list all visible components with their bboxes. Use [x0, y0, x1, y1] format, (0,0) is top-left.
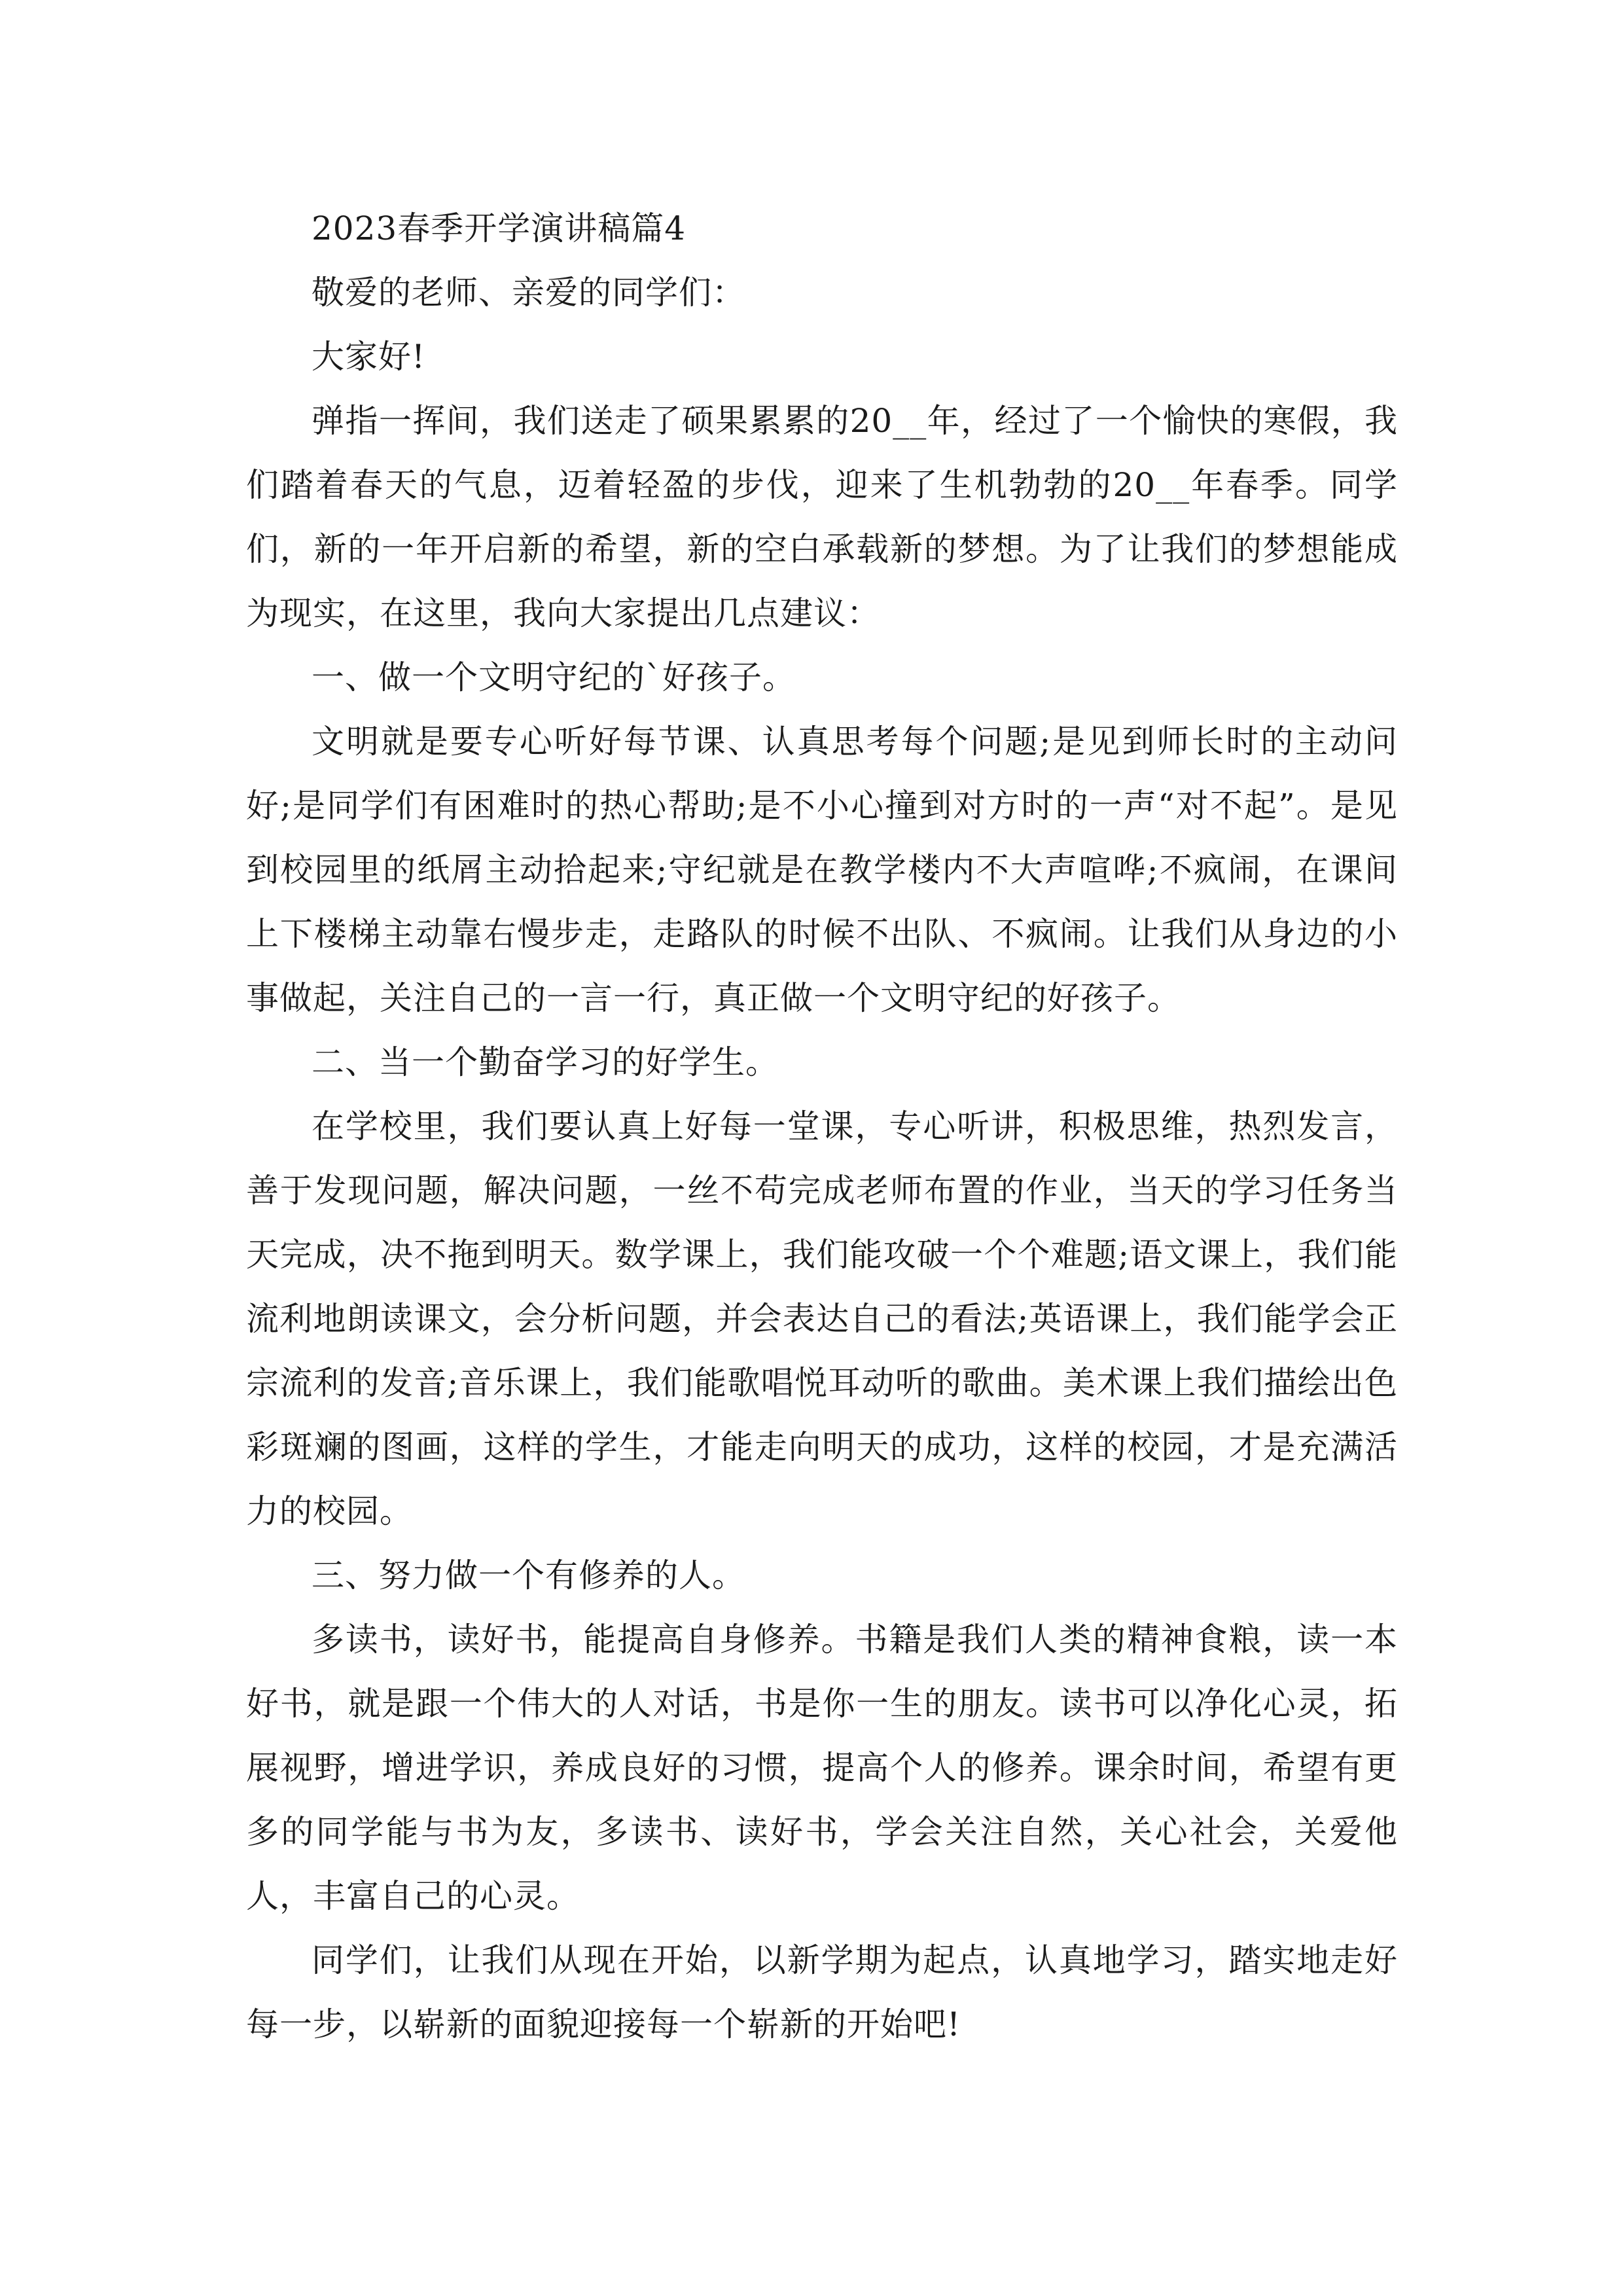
paragraph-point-2: 在学校里，我们要认真上好每一堂课，专心听讲，积极思维，热烈发言，善于发现问题，解决问题，一丝不苟完成老师布置的作业，当天的学习任务当天完成，决不拖到明天。数学课上，我们能攻破一个个难题;语文课上，我们能流利地朗读课文，会分析问题，并会表达自己的看法;英语课上，我们能学会正宗流利的发音;音乐课上，我们能歌唱悦耳动听的歌曲。美术课上我们描绘出色彩斑斓的图画，这样的学生，才能走向明天的成功，这样的校园，才是充满活力的校园。 — [246, 1107, 1398, 1530]
paragraph-point-3: 多读书，读好书，能提高自身修养。书籍是我们人类的精神食粮，读一本好书，就是跟一个伟大的人对话，书是你一生的朋友。读书可以净化心灵，拓展视野，增进学识，养成良好的习惯，提高个人的修养。课余时间，希望有更多的同学能与书为友，多读书、读好书，学会关注自然，关心社会，关爱他人，丰富自己的心灵。 — [246, 1621, 1398, 1915]
document-page — [246, 196, 1398, 2056]
greeting: 大家好! — [312, 338, 426, 376]
heading-point-1: 一、做一个文明守纪的`好孩子。 — [312, 658, 796, 696]
paragraph-intro: 弹指一挥间，我们送走了硕果累累的20__年，经过了一个愉快的寒假，我们踏着春天的气息，迈着轻盈的步伐，迎来了生机勃勃的20__年春季。同学们，新的一年开启新的希望，新的空白承载新的梦想。为了让我们的梦想能成为现实，在这里，我向大家提出几点建议： — [246, 402, 1398, 632]
paragraph-point-1: 文明就是要专心听好每节课、认真思考每个问题;是见到师长时的主动问好;是同学们有困难时的热心帮助;是不小心撞到对方时的一声“对不起”。是见到校园里的纸屑主动拾起来;守纪就是在教学楼内不大声喧哗;不疯闹，在课间上下楼梯主动靠右慢步走，走路队的时候不出队、不疯闹。让我们从身边的小事做起，关注自己的一言一行，真正做一个文明守纪的好孩子。 — [246, 723, 1398, 1017]
salutation: 敬爱的老师、亲爱的同学们： — [312, 274, 745, 312]
heading-point-3: 三、努力做一个有修养的人。 — [312, 1556, 745, 1594]
paragraph-closing: 同学们，让我们从现在开始，以新学期为起点，认真地学习，踏实地走好每一步，以崭新的面貌迎接每一个崭新的开始吧! — [246, 1941, 1398, 2043]
document-title: 2023春季开学演讲稿篇4 — [312, 209, 687, 247]
heading-point-2: 二、当一个勤奋学习的好学生。 — [312, 1043, 779, 1081]
